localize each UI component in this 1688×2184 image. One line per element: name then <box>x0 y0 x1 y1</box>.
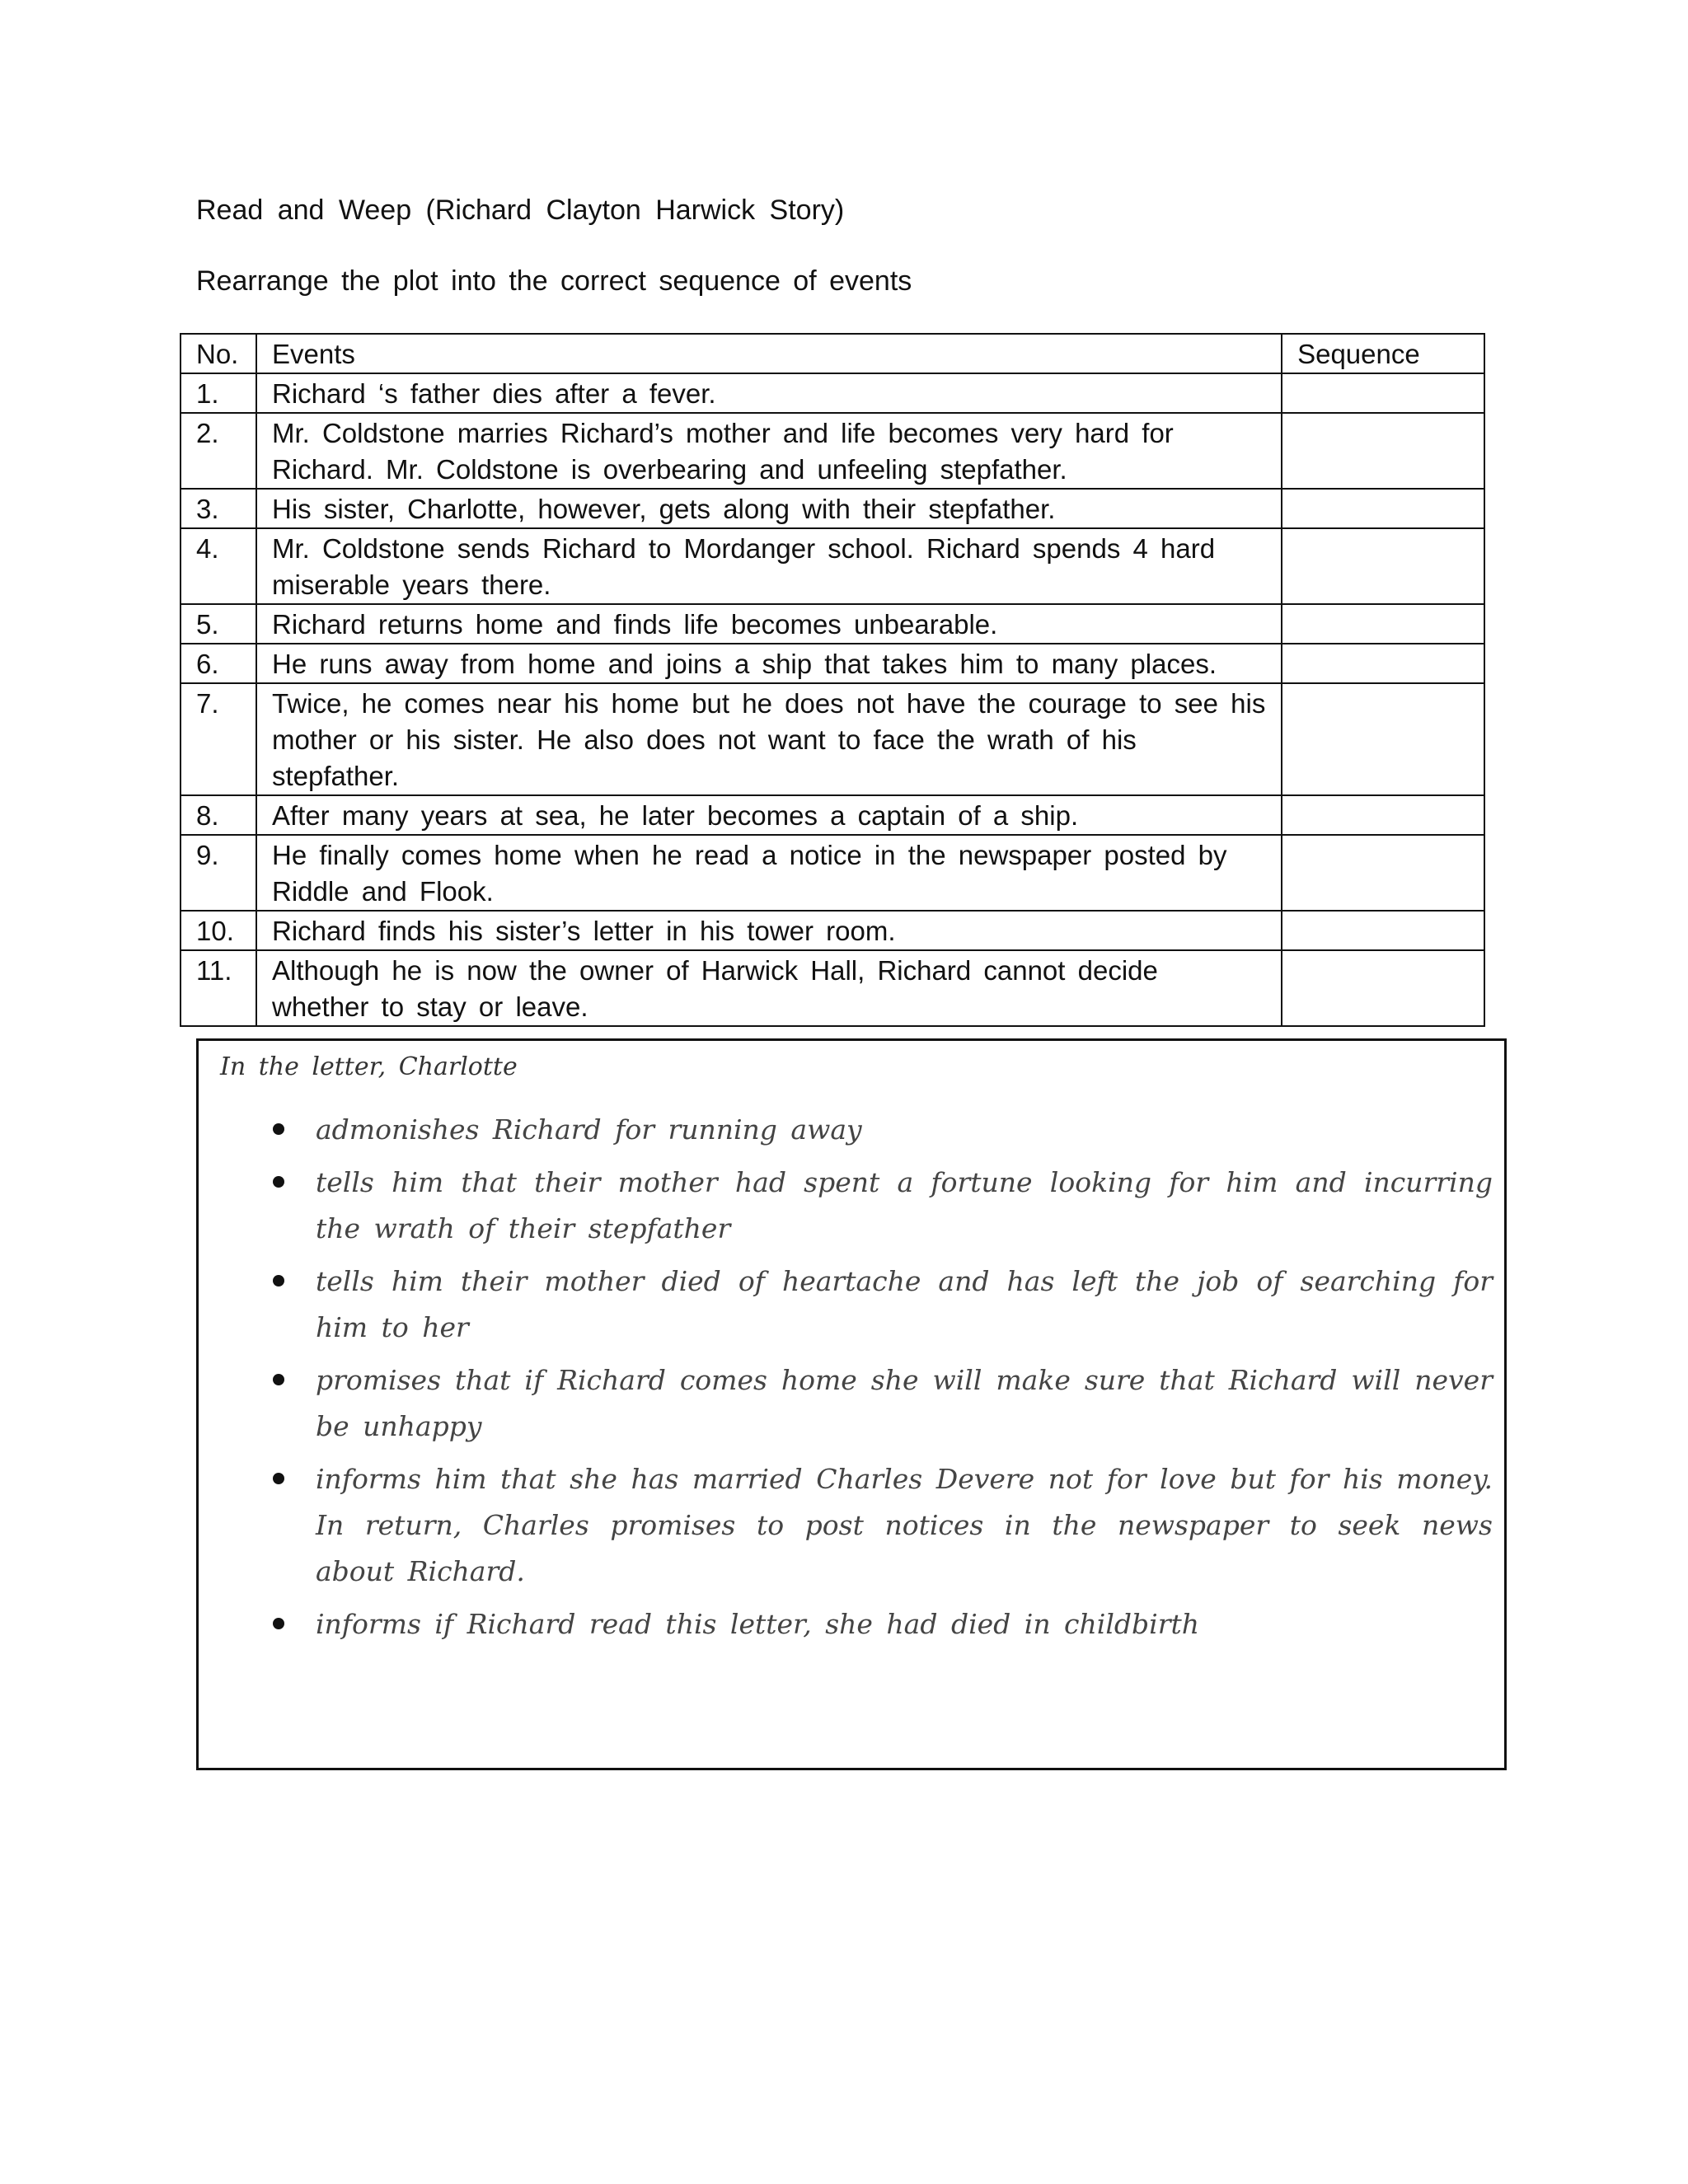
table-row <box>181 604 1484 644</box>
row-number: 2. <box>181 413 256 489</box>
sequence-cell[interactable] <box>1282 528 1484 604</box>
events-table <box>180 333 1485 1027</box>
table-row <box>181 373 1484 413</box>
row-event: His sister, Charlotte, however, gets along with their stepfather. <box>256 489 1282 528</box>
table-row <box>181 835 1484 911</box>
bullet-icon <box>273 1123 284 1135</box>
sequence-cell[interactable] <box>1282 644 1484 683</box>
table-row <box>181 489 1484 528</box>
row-number: 6. <box>181 644 256 683</box>
row-number: 9. <box>181 835 256 911</box>
point-text: tells him that their mother had spent a fortune looking for him and incurring the wrath of their stepfather <box>316 1166 1493 1244</box>
row-event: Mr. Coldstone marries Richard’s mother and life becomes very hard for Richard. Mr. Coldstone is overbearing and unfeeling stepfather. <box>256 413 1282 489</box>
row-number: 8. <box>181 795 256 835</box>
point-text: tells him their mother died of heartache and has left the job of searching for him to her <box>316 1265 1493 1343</box>
sequence-cell[interactable] <box>1282 835 1484 911</box>
sequence-cell[interactable] <box>1282 604 1484 644</box>
row-number: 5. <box>181 604 256 644</box>
point-text: admonishes Richard for running away <box>316 1113 862 1146</box>
point-text: promises that if Richard comes home she will make sure that Richard will never be unhappy <box>316 1364 1493 1442</box>
worksheet-title: Read and Weep (Richard Clayton Harwick Story) <box>196 194 845 226</box>
sequence-cell[interactable] <box>1282 489 1484 528</box>
list-item <box>199 1258 1493 1351</box>
table-row <box>181 911 1484 950</box>
table-row <box>181 528 1484 604</box>
row-event: Richard returns home and finds life becomes unbearable. <box>256 604 1282 644</box>
header-no: No. <box>181 334 256 373</box>
table-header-row <box>181 334 1484 373</box>
row-event: Richard ‘s father dies after a fever. <box>256 373 1282 413</box>
point-text: informs if Richard read this letter, she had died in childbirth <box>316 1608 1199 1640</box>
row-number: 10. <box>181 911 256 950</box>
sequence-cell[interactable] <box>1282 795 1484 835</box>
bullet-icon <box>273 1176 284 1188</box>
point-text: informs him that she has married Charles Devere not for love but for his money. In return, Charles promises to post notices in the newspaper to seek news about Richard. <box>316 1463 1493 1587</box>
row-number: 4. <box>181 528 256 604</box>
sequence-cell[interactable] <box>1282 373 1484 413</box>
list-item <box>199 1107 1493 1153</box>
header-sequence: Sequence <box>1282 334 1484 373</box>
letter-summary-box <box>196 1038 1507 1770</box>
table-row <box>181 413 1484 489</box>
list-item <box>199 1456 1493 1595</box>
row-number: 1. <box>181 373 256 413</box>
table-row <box>181 683 1484 795</box>
row-number: 3. <box>181 489 256 528</box>
row-event: He finally comes home when he read a notice in the newspaper posted by Riddle and Flook. <box>256 835 1282 911</box>
bullet-icon <box>273 1275 284 1286</box>
table-row <box>181 795 1484 835</box>
letter-intro: In the letter, Charlotte <box>220 1052 518 1081</box>
list-item <box>199 1160 1493 1252</box>
table-row <box>181 950 1484 1026</box>
letter-points-list <box>199 1107 1493 1654</box>
row-event: Richard finds his sister’s letter in his tower room. <box>256 911 1282 950</box>
sequence-cell[interactable] <box>1282 911 1484 950</box>
list-item <box>199 1357 1493 1450</box>
bullet-icon <box>273 1374 284 1385</box>
sequence-cell[interactable] <box>1282 683 1484 795</box>
header-events: Events <box>256 334 1282 373</box>
row-event: Although he is now the owner of Harwick Hall, Richard cannot decide whether to stay or leave. <box>256 950 1282 1026</box>
row-event: He runs away from home and joins a ship that takes him to many places. <box>256 644 1282 683</box>
sequence-cell[interactable] <box>1282 413 1484 489</box>
list-item <box>199 1601 1493 1647</box>
row-event: After many years at sea, he later becomes a captain of a ship. <box>256 795 1282 835</box>
row-event: Twice, he comes near his home but he does not have the courage to see his mother or his sister. He also does not want to face the wrath of his stepfather. <box>256 683 1282 795</box>
row-number: 7. <box>181 683 256 795</box>
table-row <box>181 644 1484 683</box>
row-number: 11. <box>181 950 256 1026</box>
row-event: Mr. Coldstone sends Richard to Mordanger school. Richard spends 4 hard miserable years there. <box>256 528 1282 604</box>
worksheet-instruction: Rearrange the plot into the correct sequence of events <box>196 265 912 297</box>
bullet-icon <box>273 1618 284 1629</box>
sequence-cell[interactable] <box>1282 950 1484 1026</box>
bullet-icon <box>273 1473 284 1484</box>
